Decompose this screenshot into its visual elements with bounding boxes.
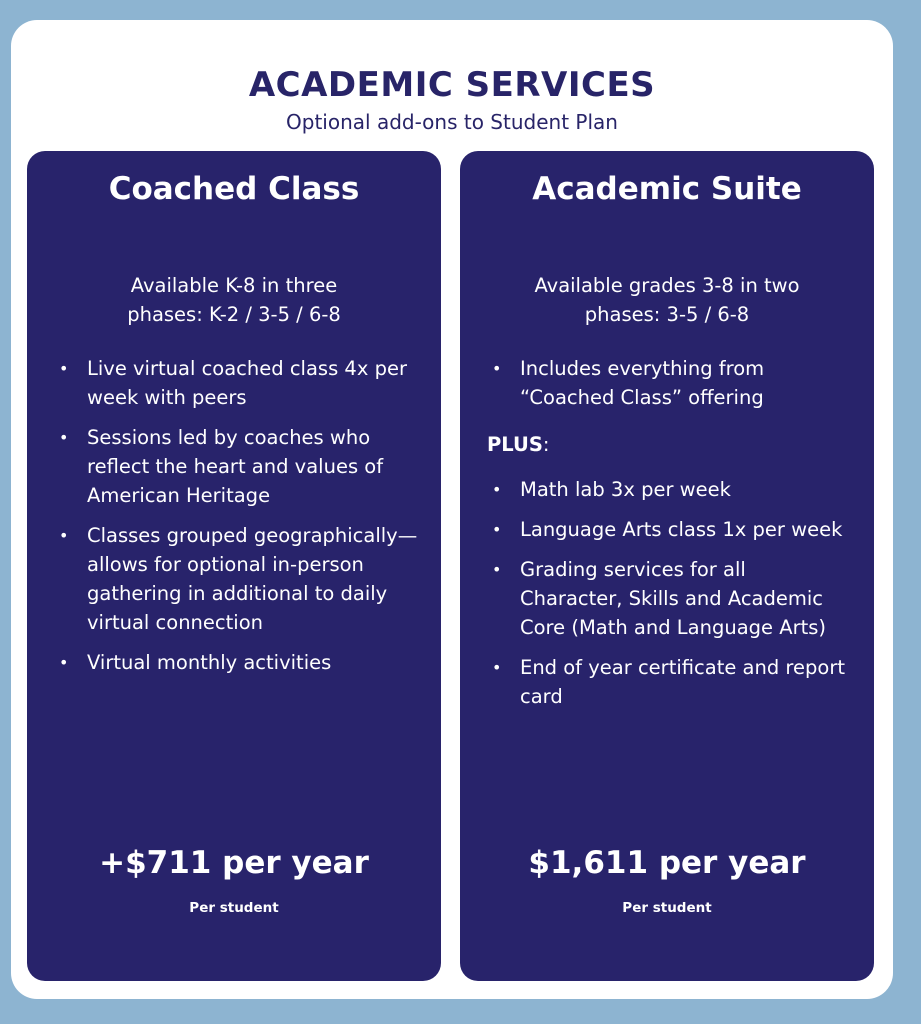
bullet-icon: • [59, 653, 69, 672]
list-item: • Sessions led by coaches who reflect the heart and values of American Heritage [59, 423, 421, 510]
plus-feature-list [492, 475, 854, 722]
card-title: Coached Class [108, 171, 360, 207]
page-subtitle: Optional add-ons to Student Plan [286, 110, 618, 134]
availability-line: Available K-8 in three [130, 274, 338, 297]
bullet-icon: • [492, 480, 502, 499]
availability-line: Available grades 3-8 in two [534, 274, 800, 297]
bullet-icon: • [492, 560, 502, 579]
card-title: Academic Suite [532, 171, 802, 207]
bullet-icon: • [59, 526, 69, 545]
availability-line: phases: 3-5 / 6-8 [584, 303, 750, 326]
price-note: Per student [622, 900, 712, 916]
card-availability [490, 271, 844, 329]
list-item: • Grading services for all Character, Skills and Academic Core (Math and Language Arts) [492, 555, 854, 642]
list-item: • Includes everything from “Coached Class” offering [492, 354, 854, 412]
bullet-icon: • [59, 428, 69, 447]
price-note: Per student [189, 900, 279, 916]
academic-suite-card [460, 151, 874, 981]
list-item: • Math lab 3x per week [492, 475, 854, 504]
bullet-icon: • [59, 359, 69, 378]
list-item: • Classes grouped geographically—allows for optional in-person gathering in additional to daily virtual connection [59, 521, 421, 637]
availability-line: phases: K-2 / 3-5 / 6-8 [127, 303, 341, 326]
plus-label: PLUS: [487, 433, 550, 456]
bullet-icon: • [492, 520, 502, 539]
feature-list [59, 354, 421, 688]
coached-class-card [27, 151, 441, 981]
list-item: • Language Arts class 1x per week [492, 515, 854, 544]
price: +$711 per year [99, 845, 369, 881]
list-item: • Live virtual coached class 4x per week with peers [59, 354, 421, 412]
list-item: • Virtual monthly activities [59, 648, 421, 677]
card-availability [57, 271, 411, 329]
bullet-icon: • [492, 359, 502, 378]
bullet-icon: • [492, 658, 502, 677]
page-title: ACADEMIC SERVICES [248, 65, 656, 105]
price: $1,611 per year [528, 845, 806, 881]
list-item: • End of year certificate and report card [492, 653, 854, 711]
feature-list [492, 354, 854, 423]
